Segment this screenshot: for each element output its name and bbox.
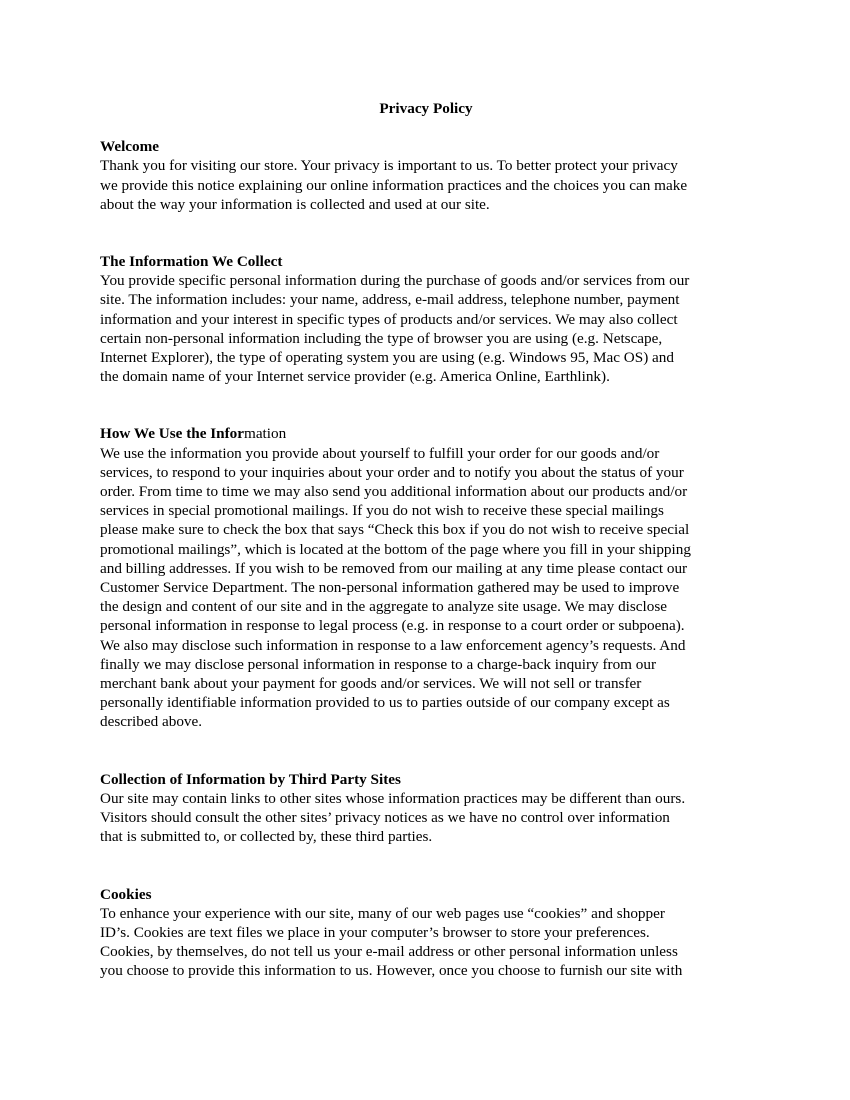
section-welcome — [100, 137, 752, 214]
text-line: services, to respond to your inquiries about your order and to notify you about the status of your — [100, 463, 684, 481]
text-line: Cookies, by themselves, do not tell us your e-mail address or other personal information unless — [100, 943, 678, 961]
text-line: To enhance your experience with our site, many of our web pages use “cookies” and shopper — [100, 904, 665, 922]
heading-bold-text: Collection of Information by Third Party Sites — [100, 770, 401, 788]
section-information-we-collect — [100, 252, 752, 386]
text-line: and billing addresses. If you wish to be removed from our mailing at any time please contact our — [100, 559, 688, 577]
heading-bold-text: The Information We Collect — [100, 253, 283, 271]
section-heading — [100, 137, 752, 156]
text-line: We also may disclose such information in response to a law enforcement agency’s requests. And — [100, 636, 686, 654]
text-line: certain non-personal information including the type of browser you are using (e.g. Netscape, — [100, 329, 663, 347]
document-page — [100, 99, 752, 1019]
text-line: You provide specific personal information during the purchase of goods and/or services from our — [100, 272, 690, 290]
text-line: the design and content of our site and in the aggregate to analyze site usage. We may disclose — [100, 598, 668, 616]
text-line: promotional mailings”, which is located at the bottom of the page where you fill in your shipping — [100, 540, 691, 558]
text-line: order. From time to time we may also send you additional information about our products and/or — [100, 483, 688, 501]
section-heading — [100, 885, 752, 904]
text-line: finally we may disclose personal information in response to a charge-back inquiry from our — [100, 655, 657, 673]
section-body — [100, 904, 752, 981]
section-body — [100, 789, 752, 847]
section-cookies — [100, 885, 752, 981]
text-line: you choose to provide this information to us. However, once you choose to furnish our site with — [100, 962, 683, 980]
heading-bold-text: How We Use the Infor — [100, 425, 244, 443]
text-line: we provide this notice explaining our online information practices and the choices you can make — [100, 176, 688, 194]
text-line: Customer Service Department. The non-personal information gathered may be used to improve — [100, 579, 680, 597]
heading-bold-text: Cookies — [100, 885, 152, 903]
section-body — [100, 271, 752, 386]
section-body — [100, 156, 752, 214]
section-third-party-sites — [100, 770, 752, 847]
text-line: Internet Explorer), the type of operating system you are using (e.g. Windows 95, Mac OS) and — [100, 349, 674, 367]
text-line: the domain name of your Internet service provider (e.g. America Online, Earthlink). — [100, 368, 610, 386]
text-line: Our site may contain links to other sites whose information practices may be different than ours. — [100, 789, 686, 807]
section-body — [100, 444, 752, 732]
text-line: personal information in response to legal process (e.g. in response to a court order or subpoena). — [100, 617, 685, 635]
text-line: about the way your information is collected and used at our site. — [100, 195, 490, 213]
text-line: personally identifiable information provided to us to parties outside of our company except as — [100, 694, 670, 712]
section-how-we-use — [100, 424, 752, 731]
text-line: that is submitted to, or collected by, these third parties. — [100, 828, 433, 846]
text-line: services in special promotional mailings. If you do not wish to receive these special mailings — [100, 502, 664, 520]
page-title: Privacy Policy — [379, 100, 473, 117]
section-heading — [100, 424, 752, 443]
heading-bold-text: Welcome — [100, 138, 160, 156]
section-heading — [100, 770, 752, 789]
text-line: described above. — [100, 713, 203, 731]
text-line: please make sure to check the box that says “Check this box if you do not wish to receive special — [100, 521, 690, 539]
section-heading — [100, 252, 752, 271]
text-line: Thank you for visiting our store. Your privacy is important to us. To better protect your privacy — [100, 157, 678, 175]
text-line: We use the information you provide about yourself to fulfill your order for our goods and/or — [100, 444, 660, 462]
text-line: site. The information includes: your name, address, e-mail address, telephone number, payment — [100, 291, 680, 309]
text-line: merchant bank about your payment for goods and/or services. We will not sell or transfer — [100, 675, 642, 693]
text-line: ID’s. Cookies are text files we place in your computer’s browser to store your preferences. — [100, 923, 650, 941]
text-line: information and your interest in specific types of products and/or services. We may also collect — [100, 310, 678, 328]
heading-normal-text: mation — [244, 425, 287, 443]
text-line: Visitors should consult the other sites’ privacy notices as we have no control over information — [100, 809, 670, 827]
